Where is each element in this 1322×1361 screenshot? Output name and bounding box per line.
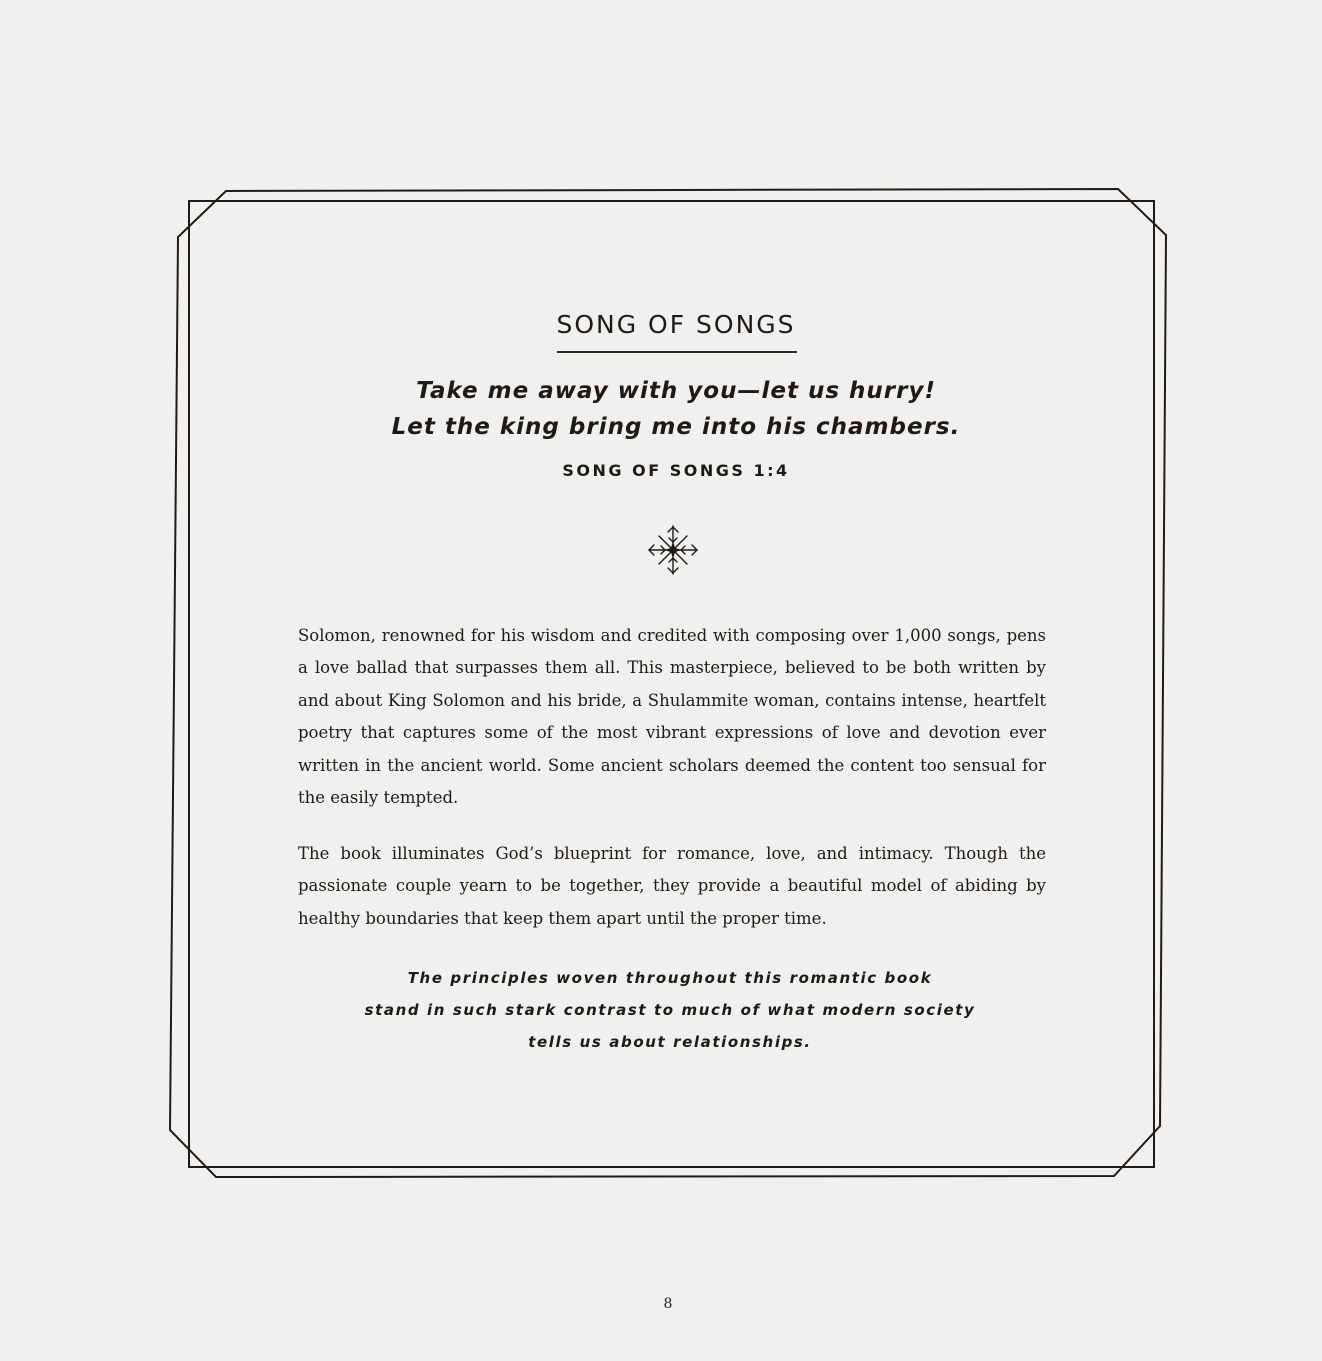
verse-line-1: Take me away with you—let us hurry! xyxy=(416,378,936,404)
closing-line-3: tells us about relationships. xyxy=(528,1033,812,1051)
body-paragraph-1: Solomon, renowned for his wisdom and credited with composing over 1,000 songs, pens a love ballad that surpasses them all. This masterpiece, believed to be both written by and about King Solomon and his bride, a Shulammite woman, contains intense, heartfelt poetry that captures some of the most vibrant expressions of love and devotion ever written in the ancient world. Some ancient scholars deemed the content too sensual for the easily tempted. xyxy=(298,626,1046,808)
title-underline xyxy=(557,351,797,353)
scripture-verse xyxy=(0,373,1322,445)
body-paragraph-2: The book illuminates God’s blueprint for romance, love, and intimacy. Though the passionate couple yearn to be together, they provide a beautiful model of abiding by healthy boundaries that keep them apart until the proper time. xyxy=(298,844,1046,928)
compass-star-icon xyxy=(648,524,698,576)
closing-line-1: The principles woven throughout this romantic book xyxy=(407,969,933,987)
closing-line-2: stand in such stark contrast to much of what modern society xyxy=(364,1001,976,1019)
verse-line-2: Let the king bring me into his chambers. xyxy=(391,414,961,440)
verse-reference: SONG OF SONGS 1:4 xyxy=(562,461,790,480)
page-number: 8 xyxy=(663,1296,673,1312)
closing-callout xyxy=(0,962,1322,1058)
page-title: SONG OF SONGS xyxy=(556,310,796,339)
